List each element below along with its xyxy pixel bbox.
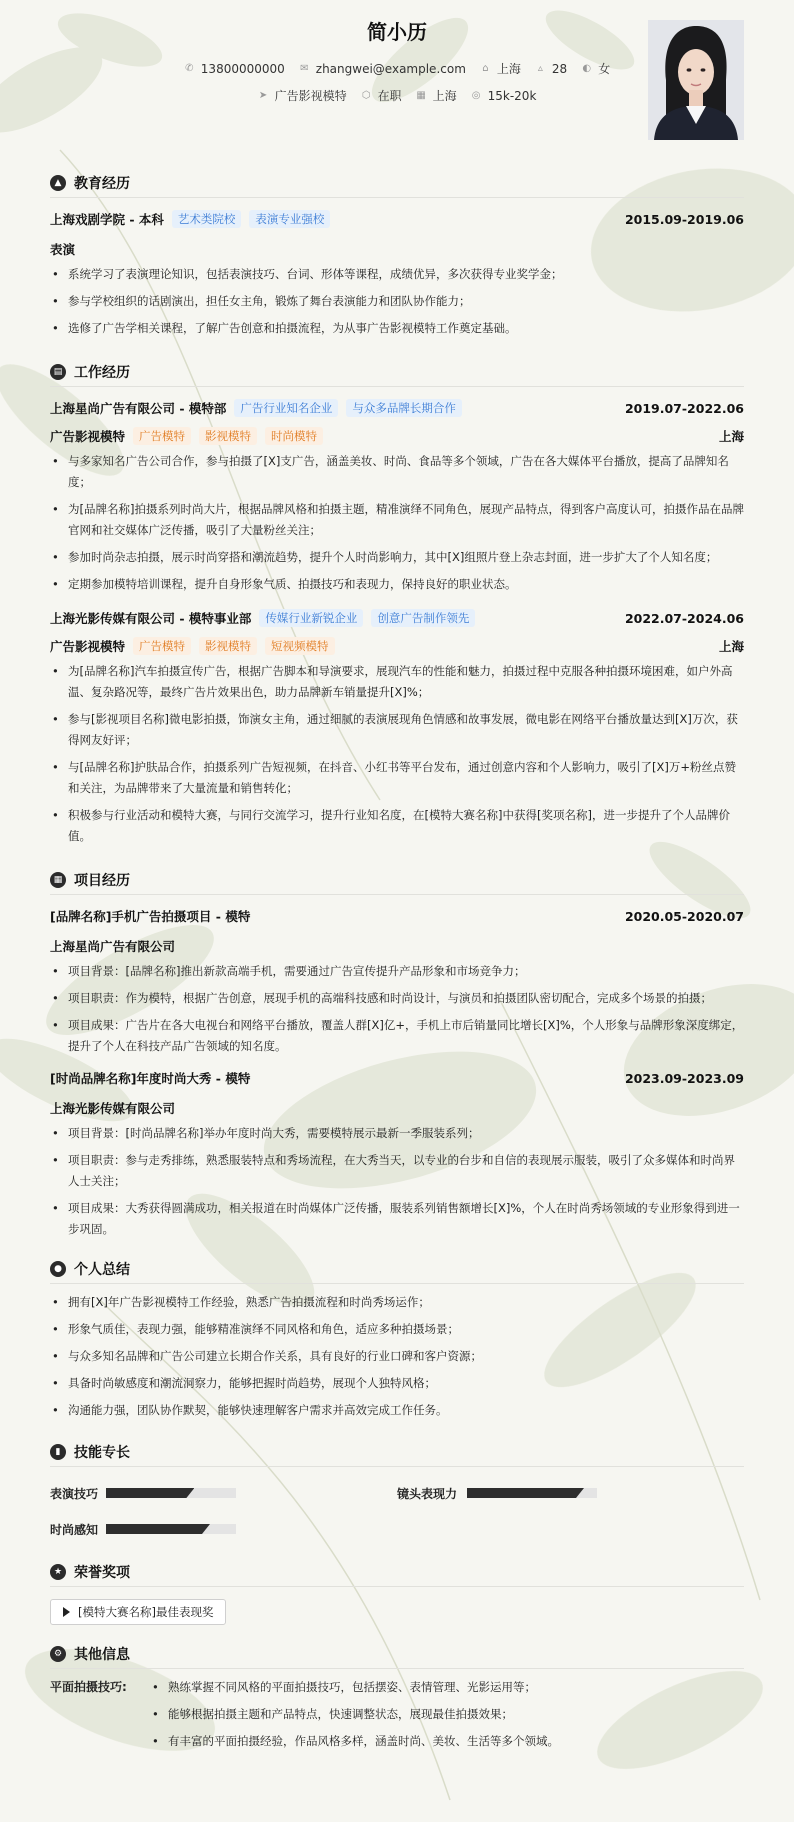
list-item: • 拥有[X]年广告影视模特工作经验，熟悉广告拍摄流程和时尚秀场运作； — [50, 1292, 744, 1313]
contact-row — [50, 60, 744, 77]
role-row — [50, 427, 744, 445]
education-bullets — [50, 264, 744, 339]
other-heading — [50, 1639, 744, 1669]
work-heading — [50, 357, 744, 387]
other-title: 其他信息 — [74, 1646, 130, 1663]
work-row — [50, 399, 744, 417]
phone-icon: ✆ — [185, 63, 194, 74]
skill-item — [397, 1475, 744, 1511]
awards-section — [50, 1557, 744, 1625]
list-item: • 有丰富的平面拍摄经验，作品风格多样，涵盖时尚、美妆、生活等多个领域。 — [150, 1731, 744, 1752]
summary-title: 个人总结 — [74, 1261, 130, 1278]
other-block — [50, 1677, 744, 1752]
list-item: • 选修了广告学相关课程，了解广告创意和拍摄流程，为从事广告影视模特工作奠定基础。 — [50, 318, 744, 339]
settings-icon: ⚙ — [50, 1646, 66, 1662]
project-org: 上海星尚广告有限公司 — [50, 939, 176, 954]
salary-text: 15k-20k — [487, 88, 537, 103]
medal-icon: ★ — [50, 1564, 66, 1580]
skill-label: 镜头表现力 — [397, 1486, 458, 1501]
city-item — [416, 87, 457, 104]
location-item — [480, 60, 521, 77]
other-label: 平面拍摄技巧: — [50, 1680, 127, 1694]
skill-label: 时尚感知 — [50, 1522, 99, 1537]
email-item — [299, 60, 466, 77]
phone-text: 13800000000 — [200, 61, 285, 76]
company-tag: 创意广告制作领先 — [371, 609, 475, 627]
award-item — [50, 1599, 226, 1625]
skill-bar — [106, 1488, 236, 1498]
school-name: 上海戏剧学院 - 本科 — [50, 212, 164, 227]
grid-icon: ▦ — [50, 872, 66, 888]
education-row — [50, 210, 744, 228]
list-item: • 为[品牌名称]拍摄系列时尚大片，根据品牌风格和拍摄主题，精准演绎不同角色，展现产品特点，得到客户高度认可，拍摄作品在品牌官网和社交媒体广泛传播，吸引了大量粉丝关注； — [50, 499, 744, 541]
list-item: • 项目成果：广告片在各大电视台和网络平台播放，覆盖人群[X]亿+，手机上市后销量同比增长[X]%，个人形象与品牌形象深度绑定，提升了个人在科技产品广告领域的知名度。 — [50, 1015, 744, 1057]
skill-item — [50, 1511, 397, 1547]
skills-section — [50, 1437, 744, 1547]
gender-text: 女 — [598, 62, 611, 76]
summary-heading — [50, 1254, 744, 1284]
email-text: zhangwei@example.com — [315, 61, 466, 76]
list-item: • 与多家知名广告公司合作，参与拍摄了[X]支广告，涵盖美妆、时尚、食品等多个领域，广告在各大媒体平台播放，提高了品牌知名度； — [50, 451, 744, 493]
skill-grid — [50, 1475, 744, 1547]
role-tag: 影视模特 — [199, 427, 257, 445]
list-item: • 项目背景：[时尚品牌名称]举办年度时尚大秀，需要模特展示最新一季服装系列； — [50, 1123, 744, 1144]
status-icon: ⬡ — [361, 90, 371, 101]
work-row — [50, 609, 744, 627]
skill-bar — [106, 1524, 236, 1534]
list-item: • 为[品牌名称]汽车拍摄宣传广告，根据广告脚本和导演要求，展现汽车的性能和魅力，拍摄过程中克服各种拍摄环境困难，如户外高温、复杂路况等，最终广告片效果出色，助力品牌新车销量提升[X]%； — [50, 661, 744, 703]
list-item: • 项目职责：参与走秀排练，熟悉服装特点和秀场流程，在大秀当天，以专业的台步和自信的表现展示服装，吸引了众多媒体和时尚界人士关注； — [50, 1150, 744, 1192]
skills-heading — [50, 1437, 744, 1467]
skills-title: 技能专长 — [74, 1444, 130, 1461]
bar-chart-icon: ▮ — [50, 1444, 66, 1460]
role-row — [50, 637, 744, 655]
work-bullets — [50, 451, 744, 595]
role-name: 广告影视模特 — [50, 639, 126, 654]
skill-bar — [467, 1488, 597, 1498]
candidate-name: 简小历 — [367, 20, 427, 44]
age-item — [535, 60, 567, 77]
role-city: 上海 — [718, 639, 744, 654]
school-tag: 艺术类院校 — [172, 210, 242, 228]
list-item: • 形象气质佳，表现力强，能够精准演绎不同风格和角色，适应多种拍摄场景； — [50, 1319, 744, 1340]
city-text: 上海 — [432, 89, 457, 103]
awards-title: 荣誉奖项 — [74, 1564, 130, 1581]
list-item: • 参与学校组织的话剧演出，担任女主角，锻炼了舞台表演能力和团队协作能力； — [50, 291, 744, 312]
list-item: • 积极参与行业活动和模特大赛，与同行交流学习，提升行业知名度，在[模特大赛名称]中获得[奖项名称]，进一步提升了个人品牌价值。 — [50, 805, 744, 847]
list-item: • 系统学习了表演理论知识，包括表演技巧、台词、形体等课程，成绩优异，多次获得专业奖学金； — [50, 264, 744, 285]
project-date: 2023.09-2023.09 — [624, 1070, 744, 1086]
mail-icon: ✉ — [300, 63, 309, 74]
role-tag: 影视模特 — [199, 637, 257, 655]
location-text: 上海 — [496, 62, 521, 76]
role-tag: 广告模特 — [133, 427, 191, 445]
list-item: • 定期参加模特培训课程，提升自身形象气质、拍摄技巧和表现力，保持良好的职业状态。 — [50, 574, 744, 595]
job-row — [50, 87, 744, 104]
graduation-cap-icon: ▲ — [50, 175, 66, 191]
cake-icon: ▵ — [537, 63, 543, 74]
list-item: • 熟练掌握不同风格的平面拍摄技巧，包括摆姿、表情管理、光影运用等； — [150, 1677, 744, 1698]
education-title: 教育经历 — [74, 175, 130, 192]
list-item: • 与众多知名品牌和广告公司建立长期合作关系，具有良好的行业口碑和客户资源； — [50, 1346, 744, 1367]
school-tag: 表演专业强校 — [249, 210, 330, 228]
profile-photo — [648, 20, 744, 140]
education-date: 2015.09-2019.06 — [624, 211, 744, 227]
work-bullets — [50, 661, 744, 847]
award-text: [模特大赛名称]最佳表现奖 — [78, 1605, 214, 1619]
project-name: [时尚品牌名称]年度时尚大秀 - 模特 — [50, 1071, 251, 1086]
education-left — [50, 210, 330, 228]
projects-section — [50, 865, 744, 1240]
list-item: • 项目成果：大秀获得圆满成功，相关报道在时尚媒体广泛传播，服装系列销售额增长[X]%，个人在时尚秀场领域的专业形象得到进一步巩固。 — [50, 1198, 744, 1240]
major-name: 表演 — [50, 242, 76, 257]
work-section — [50, 357, 744, 847]
company-tag: 与众多品牌长期合作 — [346, 399, 462, 417]
work-left — [50, 399, 462, 417]
list-item: • 具备时尚敏感度和潮流洞察力，能够把握时尚趋势，展现个人独特风格； — [50, 1373, 744, 1394]
list-item: • 项目职责：作为模特，根据广告创意，展现手机的高端科技感和时尚设计，与演员和拍摄团队密切配合，完成多个场景的拍摄； — [50, 988, 744, 1009]
skill-item — [50, 1475, 397, 1511]
project-row — [50, 1069, 744, 1087]
project-date: 2020.05-2020.07 — [624, 908, 744, 924]
work-date: 2019.07-2022.06 — [624, 400, 744, 416]
education-section — [50, 168, 744, 339]
work-date: 2022.07-2024.06 — [624, 610, 744, 626]
other-bullets — [150, 1677, 744, 1752]
other-section — [50, 1639, 744, 1752]
project-row — [50, 907, 744, 925]
skill-fill — [106, 1524, 210, 1534]
gender-item — [581, 60, 610, 77]
role-left — [50, 637, 335, 655]
education-heading — [50, 168, 744, 198]
age-text: 28 — [551, 61, 568, 76]
awards-heading — [50, 1557, 744, 1587]
summary-bullets — [50, 1292, 744, 1421]
list-item: • 与[品牌名称]护肤品合作，拍摄系列广告短视频，在抖音、小红书等平台发布，通过创意内容和个人影响力，吸引了[X]万+粉丝点赞和关注，为品牌带来了大量流量和销售转化； — [50, 757, 744, 799]
projects-title: 项目经历 — [74, 872, 130, 889]
projects-heading — [50, 865, 744, 895]
skill-label: 表演技巧 — [50, 1486, 99, 1501]
company-tag: 传媒行业新锐企业 — [259, 609, 363, 627]
work-left — [50, 609, 475, 627]
skill-fill — [106, 1488, 194, 1498]
project-name: [品牌名称]手机广告拍摄项目 - 模特 — [50, 909, 251, 924]
company-name: 上海光影传媒有限公司 - 模特事业部 — [50, 611, 252, 626]
job-text: 广告影视模特 — [274, 89, 347, 103]
role-tag: 短视频模特 — [265, 637, 335, 655]
person-icon: ● — [50, 1261, 66, 1277]
phone-item — [184, 60, 285, 77]
coin-icon: ◎ — [471, 90, 481, 101]
project-org: 上海光影传媒有限公司 — [50, 1101, 176, 1116]
home-icon: ⌂ — [482, 63, 489, 74]
list-item: • 参加时尚杂志拍摄，展示时尚穿搭和潮流趋势，提升个人时尚影响力，其中[X]组照片登上杂志封面，进一步扩大了个人知名度； — [50, 547, 744, 568]
role-name: 广告影视模特 — [50, 429, 126, 444]
list-item: • 沟通能力强，团队协作默契，能够快速理解客户需求并高效完成工作任务。 — [50, 1400, 744, 1421]
awards-list — [50, 1599, 744, 1625]
status-text: 在职 — [377, 89, 402, 103]
role-tag: 时尚模特 — [265, 427, 323, 445]
project-bullets — [50, 1123, 744, 1240]
job-item — [258, 87, 347, 104]
play-triangle-icon — [63, 1607, 70, 1617]
skill-fill — [467, 1488, 584, 1498]
company-tag: 广告行业知名企业 — [234, 399, 338, 417]
gender-icon: ◐ — [582, 63, 592, 74]
status-item — [361, 87, 402, 104]
resume-header — [50, 0, 744, 160]
company-name: 上海星尚广告有限公司 - 模特部 — [50, 401, 227, 416]
summary-section — [50, 1254, 744, 1421]
salary-item — [471, 87, 537, 104]
role-tag: 广告模特 — [133, 637, 191, 655]
briefcase-icon: ▤ — [50, 364, 66, 380]
building-icon: ▦ — [416, 90, 426, 101]
list-item: • 能够根据拍摄主题和产品特点，快速调整状态，展现最佳拍摄效果； — [150, 1704, 744, 1725]
list-item: • 参与[影视项目名称]微电影拍摄，饰演女主角，通过细腻的表演展现角色情感和故事发展，微电影在网络平台播放量达到[X]万次，获得网友好评； — [50, 709, 744, 751]
send-icon: ➤ — [258, 90, 268, 101]
work-title: 工作经历 — [74, 364, 130, 381]
list-item: • 项目背景：[品牌名称]推出新款高端手机，需要通过广告宣传提升产品形象和市场竞争力； — [50, 961, 744, 982]
project-bullets — [50, 961, 744, 1057]
role-left — [50, 427, 323, 445]
role-city: 上海 — [718, 429, 744, 444]
